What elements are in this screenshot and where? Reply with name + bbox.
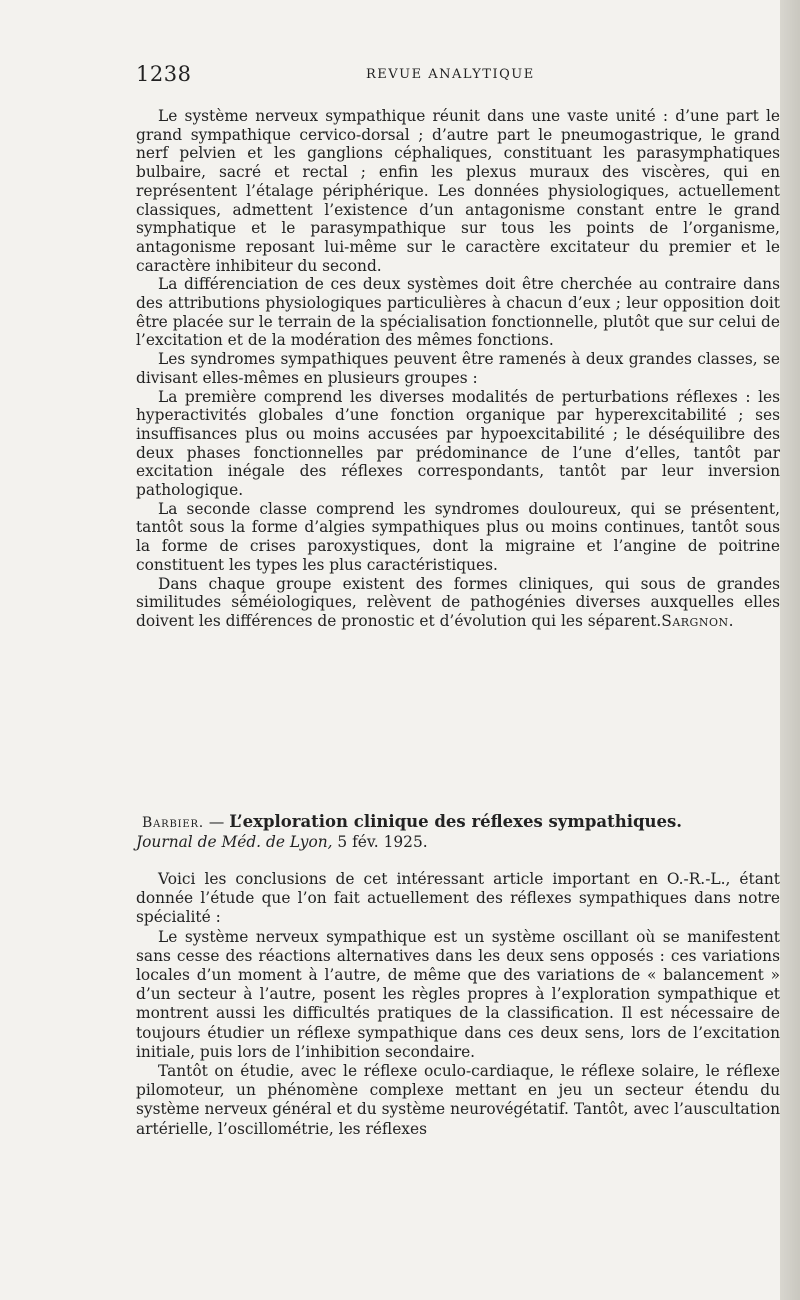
paragraph: Tantôt on étudie, avec le réflexe oculo-cardiaque, le réflexe solaire, le réflexe pilomoteur, un phénomène complexe mettant en jeu un secteur étendu du système nerveux général et du système neurovégétatif. Tantôt, avec l’auscultation artérielle, l’oscillométrie, les réflexes <box>136 1062 780 1138</box>
page-edge-shadow <box>780 0 800 1300</box>
paragraph: Les syndromes sympathiques peuvent être ramenés à deux grandes classes, se divisant elles-mêmes en plusieurs groupes : <box>136 350 780 387</box>
paragraph: La seconde classe comprend les syndromes douloureux, qui se présentent, tantôt sous la forme d’algies sympathiques plus ou moins continues, tantôt sous la forme de crises paroxystiques, dont la migraine et l’angine de poitrine constituent les types les plus caractéristiques. <box>136 499 780 574</box>
paragraph: Dans chaque groupe existent des formes cliniques, qui sous de grandes similitudes séméiologiques, relèvent de pathogénies diverses auxquelles elles doivent les différences de pronostic et d’évolution qui les séparent. <box>136 574 780 630</box>
signature: Sargnon. <box>661 612 734 630</box>
article-title: L’exploration clinique des réflexes sympathiques. <box>229 812 683 831</box>
paragraph: Le système nerveux sympathique est un système oscillant où se manifestent sans cesse des réactions alternatives dans les deux sens opposés : ces variations locales d’un moment à l’autre, de même que des variations de « balancement » d’un secteur à l’autre, posent les règles propres à l’exploration sympathique et montrent aussi les difficultés pratiques de la classification. Il est nécessaire de toujours étudier un réflexe sympathique dans ces deux sens, lors de l’excitation initiale, puis lors de l’inhibition secondaire. <box>136 927 780 1061</box>
article-source <box>136 833 780 852</box>
article-summary <box>136 870 780 1139</box>
paragraph: La première comprend les diverses modalités de perturbations réflexes : les hyperactivités globales d’une fonction organique par hyperexcitabilité ; ses insuffisances plus ou moins accusées par hypoexcitabilité ; le déséquilibre des deux phases fonctionnelles par prédominance de l’une d’elles, tantôt par excitation inégale des réflexes correspondants, tantôt par leur inversion pathologique. <box>136 387 780 500</box>
article-author: Barbier. <box>142 815 205 831</box>
paragraph: Voici les conclusions de cet intéressant article important en O.-R.-L., étant donnée l’étude que l’on fait actuellement des réflexes sympathiques dans notre spécialité : <box>136 870 780 927</box>
heading-dash: — <box>204 813 230 831</box>
running-head: REVUE ANALYTIQUE <box>366 67 535 82</box>
article-heading <box>136 812 780 833</box>
section-sympathique-review <box>136 107 780 631</box>
page-header <box>136 62 780 92</box>
publication-date: 5 fév. 1925. <box>332 833 428 851</box>
page-number: 1238 <box>136 62 192 86</box>
journal-name: Journal de Méd. de Lyon, <box>136 833 333 851</box>
paragraph: La différenciation de ces deux systèmes doit être cherchée au contraire dans des attributions physiologiques particulières à chacun d’eux ; leur opposition doit être placée sur le terrain de la spécialisation fonctionnelle, plutôt que sur celui de l’excitation et de la modération des mêmes fonctions. <box>136 275 780 350</box>
article-citation <box>136 812 780 852</box>
paragraph: Le système nerveux sympathique réunit dans une vaste unité : d’une part le grand sympathique cervico-dorsal ; d’autre part le pneumogastrique, le grand nerf pelvien et les ganglions céphaliques, constituant les parasymphatiques bulbaire, sacré et rectal ; enfin les plexus muraux des viscères, qui en représentent l’étalage périphérique. Les données physiologiques, actuellement classiques, admettent l’existence d’un antagonisme constant entre le grand symphatique et le parasympathique sur tous les points de l’organisme, antagonisme reposant lui-même sur le caractère excitateur du premier et le caractère inhibiteur du second. <box>136 107 780 275</box>
